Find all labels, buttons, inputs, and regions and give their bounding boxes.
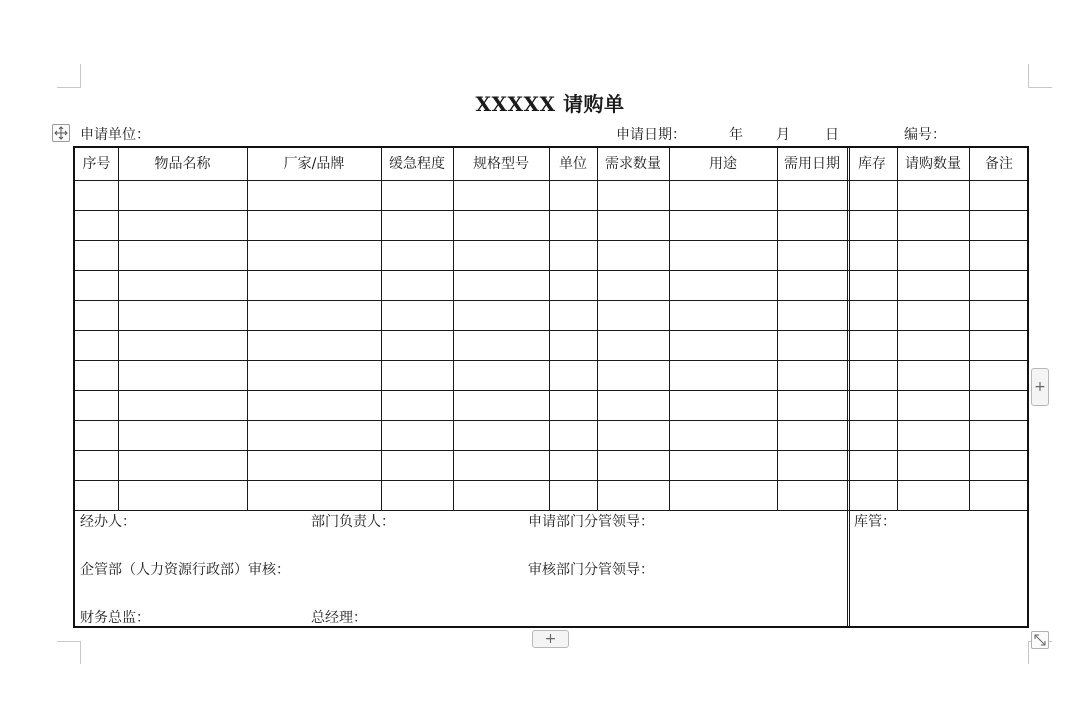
- table-column-divider: [453, 148, 454, 510]
- serial-number-label: 编号：: [904, 127, 946, 143]
- table-column-divider: [381, 148, 382, 510]
- purchase-request-table: [73, 146, 1029, 628]
- dept-head-signature-label: 部门负责人：: [311, 514, 395, 530]
- document-title: XXXXX 请购单: [475, 92, 625, 116]
- hr-admin-review-signature-label: 企管部（人力资源行政部）审核：: [80, 562, 290, 578]
- table-header-cell: 厂家/品牌: [283, 156, 345, 172]
- add-row-button[interactable]: [532, 630, 569, 648]
- table-header-cell: 备注: [985, 156, 1013, 172]
- finance-director-signature-label: 财务总监：: [80, 610, 150, 626]
- table-row: [75, 450, 1027, 451]
- table-column-divider: [597, 148, 598, 510]
- table-header-cell: 需用日期: [784, 156, 840, 172]
- handler-signature-label: 经办人：: [80, 514, 136, 530]
- applicant-unit-label: 申请单位：: [80, 127, 150, 143]
- table-column-divider: [118, 148, 119, 510]
- table-row: [75, 420, 1027, 421]
- add-column-button[interactable]: [1031, 368, 1049, 406]
- section-double-divider: [849, 148, 850, 626]
- table-column-divider: [247, 148, 248, 510]
- table-column-divider: [969, 148, 970, 510]
- table-column-divider: [549, 148, 550, 510]
- table-header-cell: 单位: [559, 156, 587, 172]
- table-row: [75, 240, 1027, 241]
- table-row: [75, 360, 1027, 361]
- move-arrows-icon[interactable]: [52, 124, 70, 142]
- year-label: 年: [729, 127, 743, 143]
- table-row: [75, 390, 1027, 391]
- plus-icon: +: [544, 631, 557, 647]
- plus-icon: +: [1034, 379, 1046, 395]
- table-header-cell: 库存: [858, 156, 886, 172]
- table-row: [75, 270, 1027, 271]
- month-label: 月: [776, 127, 790, 143]
- table-row: [75, 300, 1027, 301]
- table-header-cell: 规格型号: [473, 156, 529, 172]
- table-header-cell: 用途: [709, 156, 737, 172]
- day-label: 日: [825, 127, 839, 143]
- resize-diagonal-icon[interactable]: [1031, 631, 1049, 649]
- table-row: [75, 480, 1027, 481]
- table-header-cell: 请购数量: [905, 156, 961, 172]
- table-header-cell: 序号: [82, 156, 111, 172]
- table-column-divider: [897, 148, 898, 510]
- general-manager-signature-label: 总经理：: [311, 610, 367, 626]
- table-row: [75, 330, 1027, 331]
- table-header-cell: 物品名称: [154, 156, 211, 172]
- table-column-divider: [777, 148, 778, 510]
- applicant-dept-leader-signature-label: 申请部门分管领导：: [528, 514, 654, 530]
- warehouse-keeper-signature-label: 库管：: [854, 514, 896, 530]
- table-header-cell: 缓急程度: [389, 156, 445, 172]
- review-dept-leader-signature-label: 审核部门分管领导：: [528, 562, 654, 578]
- table-header-divider: [75, 180, 1027, 181]
- section-double-divider: [847, 148, 848, 626]
- table-header-cell: 需求数量: [605, 156, 661, 172]
- table-column-divider: [669, 148, 670, 510]
- table-row: [75, 210, 1027, 211]
- application-date-label: 申请日期：: [616, 127, 686, 143]
- table-row: [75, 510, 1027, 511]
